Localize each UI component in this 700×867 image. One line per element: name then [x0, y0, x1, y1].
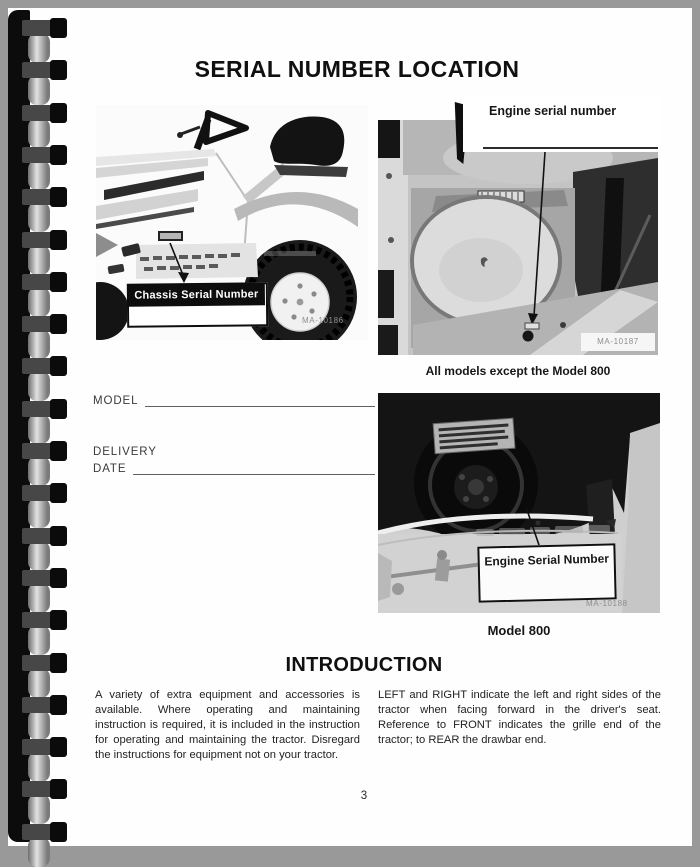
binding-ring: [28, 75, 50, 105]
introduction-right-paragraph: LEFT and RIGHT indicate the left and right sides of the tractor when facing forward in the driver's seat. Reference to FRONT indicates the grille end of the tractor; to REAR the drawbar end.: [378, 689, 661, 746]
binding-ring: [28, 625, 50, 655]
binding-tooth-cap: [50, 356, 67, 376]
engine-serial-label-box: [477, 543, 616, 602]
binding-ring: [28, 668, 50, 698]
binding-ring: [28, 498, 50, 528]
engine-serial-label: Engine Serial Number: [484, 551, 610, 569]
binding-ring: [28, 202, 50, 232]
caption-model-800: Model 800: [487, 623, 551, 638]
binding-tooth-cap: [50, 103, 67, 123]
binding-ring: [28, 414, 50, 444]
caption-all-models: All models except the Model 800: [425, 364, 611, 378]
photo-id-ma-10186: MA-10186: [302, 316, 344, 325]
binding-ring: [28, 541, 50, 571]
binding-tooth-cap: [50, 145, 67, 165]
chassis-serial-label-box: [127, 282, 268, 327]
photo-id-ma-10187: MA-10187: [597, 337, 639, 346]
binding-tooth-cap: [50, 230, 67, 250]
introduction-heading: INTRODUCTION: [285, 654, 443, 676]
photo-id-ma-10188: MA-10188: [586, 599, 628, 608]
binding-ring: [28, 371, 50, 401]
chassis-serial-label: Chassis Serial Number: [128, 283, 265, 306]
figure-engine-model-800: [378, 393, 660, 613]
date-label: DATE: [93, 463, 127, 475]
callout-underline: [483, 147, 658, 149]
photo-id-chip: [581, 333, 655, 351]
binding-tooth-cap: [50, 187, 67, 207]
binding-tooth-cap: [50, 399, 67, 419]
delivery-label: DELIVERY: [93, 446, 157, 458]
binding-ring: [28, 583, 50, 613]
binding-tooth-cap: [50, 483, 67, 503]
binding-ring: [28, 33, 50, 63]
binding-tooth-cap: [50, 18, 67, 38]
binding-spine: [8, 10, 30, 842]
binding-tooth-cap: [50, 272, 67, 292]
binding-tooth-cap: [50, 441, 67, 461]
binding-ring: [28, 710, 50, 740]
binding-ring: [28, 118, 50, 148]
delivery-date-field: [93, 460, 375, 475]
binding-tooth-cap: [50, 695, 67, 715]
date-blank-line: [133, 460, 375, 475]
page-title: SERIAL NUMBER LOCATION: [194, 56, 520, 82]
binding-ring: [28, 287, 50, 317]
engine-serial-callout-box: [463, 96, 660, 152]
engine-serial-callout-label: Engine serial number: [489, 104, 617, 118]
binding-tooth-cap: [50, 60, 67, 80]
binding-tooth-cap: [50, 610, 67, 630]
model-field: [93, 392, 375, 407]
binding-ring: [28, 329, 50, 359]
binding-ring: [28, 837, 50, 867]
binding-tooth-cap: [50, 314, 67, 334]
comb-binding: [8, 8, 74, 846]
introduction-left-paragraph: A variety of extra equipment and accessories is available. Where operating and maintaining instruction is required, it is included in the instruction for operating and maintaining the tractor. Disregard the instructions for equipment not on your tractor.: [95, 689, 360, 761]
figure-tractor-chassis: [96, 105, 368, 340]
binding-tooth-cap: [50, 568, 67, 588]
binding-tooth-cap: [50, 653, 67, 673]
binding-ring: [28, 456, 50, 486]
binding-ring: [28, 245, 50, 275]
manual-page: [8, 8, 692, 846]
model-blank-line: [145, 392, 375, 407]
binding-tooth-cap: [50, 526, 67, 546]
binding-ring: [28, 752, 50, 782]
page-number: 3: [360, 790, 368, 802]
figure-engine-all-models: [378, 104, 658, 355]
model-label: MODEL: [93, 395, 139, 407]
binding-tooth-cap: [50, 737, 67, 757]
binding-tooth-cap: [50, 822, 67, 842]
binding-ring: [28, 794, 50, 824]
binding-ring: [28, 160, 50, 190]
binding-tooth-cap: [50, 779, 67, 799]
engine-photo-illustration: [378, 120, 658, 355]
